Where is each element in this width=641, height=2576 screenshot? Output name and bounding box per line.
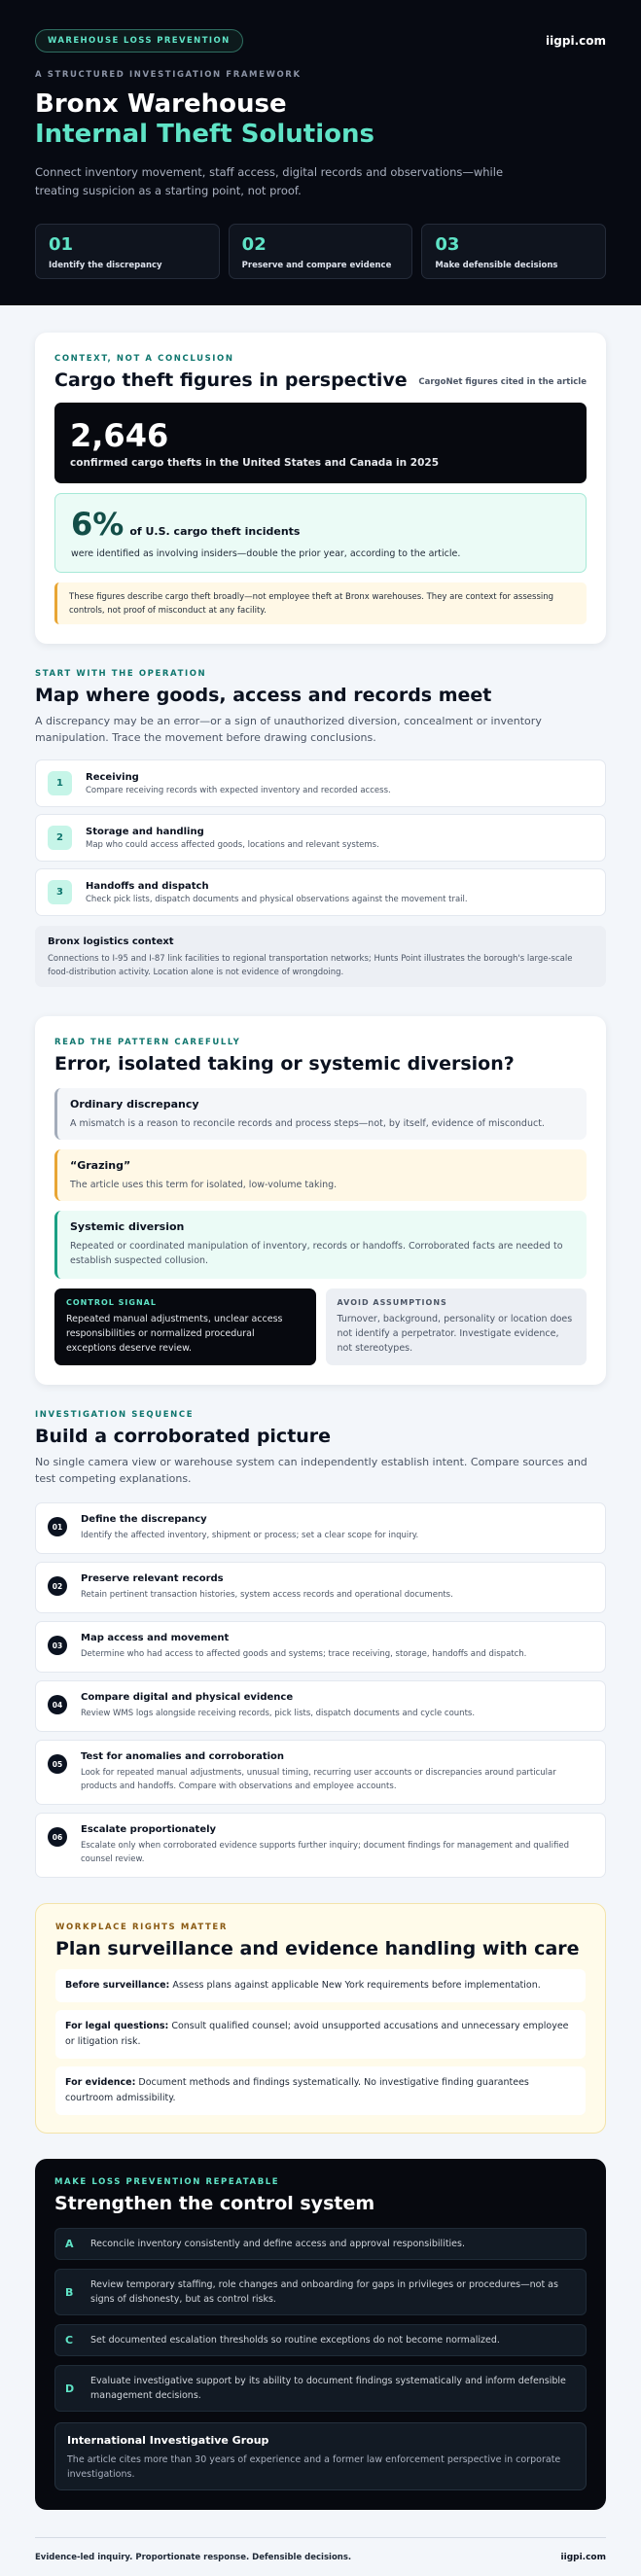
control-signal-callout (54, 1288, 316, 1365)
pattern-description: The article uses this term for isolated, low-volume taking. (70, 1180, 338, 1190)
section-subtitle: A discrepancy may be an error—or a sign of unauthorized diversion, concealment or inventory manipulation. Trace the movement before drawing conclusions. (35, 715, 542, 744)
step-description: Map who could access affected goods, locations and relevant systems. (86, 839, 379, 850)
pattern-description: A mismatch is a reason to reconcile records and process steps—not, by itself, evidence of misconduct. (70, 1118, 545, 1129)
cargo-theft-section (35, 333, 606, 644)
step-description: Retain pertinent transaction histories, system access records and operational documents. (81, 1590, 453, 1600)
step-number: 04 (48, 1695, 67, 1714)
hero-card-number: 03 (435, 234, 460, 255)
logistics-context (35, 926, 606, 987)
hero-card-number: 02 (241, 234, 267, 255)
step-number: 03 (48, 1636, 67, 1655)
step-title: Test for anomalies and corroboration (81, 1751, 285, 1762)
hero-card-label: Preserve and compare evidence (241, 261, 392, 270)
rights-item-text: Document methods and findings systematically. No investigative finding guarantees courtroom admissibility. (65, 2077, 529, 2103)
step-description: Identify the affected inventory, shipment or process; set a clear scope for inquiry. (81, 1531, 419, 1540)
hero-card (35, 224, 220, 279)
section-title: Map where goods, access and records meet (35, 685, 492, 706)
section-subtitle: No single camera view or warehouse system can independently establish intent. Compare sources and test competing explanations. (35, 1456, 588, 1485)
context-description: Connections to I-95 and I-87 link facilities to regional transportation networks; Hunts Point illustrates the borough's large-scale food-distribution activity. Location alone is not evidence of wrongdoing. (48, 954, 573, 977)
avoid-assumptions-callout (326, 1288, 588, 1365)
control-item-text: Evaluate investigative support by its ability to document findings systematically and inform defensible management decisions. (90, 2376, 566, 2401)
sequence-step (35, 1562, 606, 1613)
step-number: 3 (48, 880, 72, 904)
section-title: Build a corroborated picture (35, 1426, 332, 1447)
hero-eyebrow: A STRUCTURED INVESTIGATION FRAMEWORK (35, 70, 302, 80)
control-item (54, 2365, 587, 2412)
step-description: Review WMS logs alongside receiving records, pick lists, dispatch documents and cycle counts. (81, 1709, 476, 1718)
hero-card-label: Make defensible decisions (435, 261, 558, 270)
stat-value: 2,646 (70, 417, 169, 454)
rights-item-text: Assess plans against applicable New York requirements before implementation. (169, 1980, 541, 1991)
control-item-text: Review temporary staffing, role changes and onboarding for gaps in privileges or procedures—not as signs of dishonesty, but as control risks. (90, 2279, 558, 2305)
step-title: Storage and handling (86, 826, 204, 837)
hero-card-number: 01 (49, 234, 74, 255)
section-eyebrow: WORKPLACE RIGHTS MATTER (55, 1923, 228, 1932)
hero-top-bar (35, 29, 606, 53)
step-number: 02 (48, 1576, 67, 1596)
rights-list (55, 1969, 586, 2115)
control-system-section (35, 2159, 606, 2510)
rights-item-label: For evidence: (65, 2077, 136, 2088)
rights-item (55, 2010, 586, 2059)
hero (0, 0, 641, 305)
step-title: Preserve relevant records (81, 1573, 224, 1584)
control-item-text: Reconcile inventory consistently and define access and approval responsibilities. (90, 2239, 465, 2249)
section-eyebrow: START WITH THE OPERATION (35, 669, 207, 679)
step-title: Map access and movement (81, 1633, 230, 1643)
context-title: Bronx logistics context (48, 936, 174, 947)
pattern-title: Systemic diversion (70, 1220, 185, 1233)
control-item-letter: A (65, 2238, 74, 2250)
sequence-step (35, 1621, 606, 1673)
operation-step (35, 868, 606, 916)
callout-description: Repeated manual adjustments, unclear access responsibilities or normalized procedural exceptions deserve review. (66, 1314, 283, 1354)
section-title: Cargo theft figures in perspective (54, 370, 408, 391)
footer-tagline: Evidence-led inquiry. Proportionate response. Defensible decisions. (35, 2552, 352, 2562)
step-description: Check pick lists, dispatch documents and physical observations against the movement trail. (86, 894, 468, 904)
step-description: Look for repeated manual adjustments, unusual timing, recurring user accounts or discrepancies around particular products and handoffs. Compare with observations and employee accounts. (81, 1768, 556, 1791)
rights-item (55, 1969, 586, 2002)
control-item-letter: C (65, 2334, 74, 2347)
hero-cards (35, 224, 606, 279)
pattern-title: “Grazing” (70, 1159, 131, 1172)
stat-caption: were identified as involving insiders—double the prior year, according to the article. (71, 548, 461, 559)
iig-description: The article cites more than 30 years of experience and a former law enforcement perspective in corporate investigations. (67, 2454, 561, 2480)
iig-title: International Investigative Group (67, 2434, 269, 2447)
pattern-systemic-diversion (54, 1211, 587, 1279)
callout-description: Turnover, background, personality or location does not identify a perpetrator. Investigate evidence, not stereotypes. (337, 1314, 573, 1354)
pattern-ordinary-discrepancy (54, 1088, 587, 1140)
operation-step (35, 814, 606, 862)
section-header (54, 354, 587, 391)
operation-section (35, 669, 606, 987)
section-title: Strengthen the control system (54, 2193, 375, 2214)
section-eyebrow: CONTEXT, NOT A CONCLUSION (54, 354, 234, 364)
hero-card (421, 224, 606, 279)
stat-card-thefts (54, 403, 587, 483)
pattern-callouts (54, 1288, 587, 1365)
step-description: Determine who had access to affected goods and systems; trace receiving, storage, handoffs and dispatch. (81, 1649, 527, 1659)
source-note: CargoNet figures cited in the article (418, 377, 587, 387)
step-title: Compare digital and physical evidence (81, 1692, 294, 1703)
stat-value: 6% (71, 506, 125, 543)
step-number: 06 (48, 1827, 67, 1847)
sequence-section (35, 1410, 606, 1878)
section-eyebrow: MAKE LOSS PREVENTION REPEATABLE (54, 2177, 280, 2187)
step-number: 05 (48, 1754, 67, 1774)
control-item (54, 2228, 587, 2260)
rights-item-label: For legal questions: (65, 2021, 169, 2031)
rights-item-label: Before surveillance: (65, 1980, 170, 1991)
control-item (54, 2269, 587, 2315)
step-description: Compare receiving records with expected inventory and recorded access. (86, 785, 391, 795)
footer (35, 2537, 606, 2576)
section-title: Plan surveillance and evidence handling with care (55, 1938, 580, 1959)
sequence-step (35, 1680, 606, 1732)
control-item-letter: B (65, 2285, 74, 2299)
sequence-step (35, 1740, 606, 1805)
footer-brand-link[interactable]: iigpi.com (560, 2552, 606, 2562)
step-title: Handoffs and dispatch (86, 880, 209, 892)
step-number: 1 (48, 771, 72, 795)
rights-item (55, 2066, 586, 2115)
pattern-description: Repeated or coordinated manipulation of inventory, records or handoffs. Corroborated facts are needed to establish suspected collusion. (70, 1241, 563, 1266)
control-item (54, 2324, 587, 2356)
hero-card-label: Identify the discrepancy (49, 261, 162, 270)
step-number: 2 (48, 826, 72, 850)
hero-card (229, 224, 413, 279)
callout-title: CONTROL SIGNAL (66, 1298, 157, 1307)
step-description: Escalate only when corroborated evidence supports further inquiry; document findings for management and qualified counsel review. (81, 1841, 569, 1864)
pattern-title: Ordinary discrepancy (70, 1098, 199, 1111)
iig-callout (54, 2422, 587, 2490)
control-list (54, 2228, 587, 2412)
pattern-grazing (54, 1149, 587, 1201)
stat-card-insiders (54, 493, 587, 573)
hero-title-line2: Internal Theft Solutions (35, 120, 374, 149)
step-title: Define the discrepancy (81, 1514, 207, 1525)
operation-steps (35, 759, 606, 916)
control-item-text: Set documented escalation thresholds so routine exceptions do not become normalized. (90, 2335, 500, 2346)
section-eyebrow: INVESTIGATION SEQUENCE (35, 1410, 195, 1420)
sequence-step (35, 1502, 606, 1554)
control-item-letter: D (65, 2382, 75, 2395)
hero-title-line1: Bronx Warehouse (35, 89, 287, 119)
step-title: Receiving (86, 771, 139, 783)
workplace-rights-section (35, 1903, 606, 2134)
hero-badge: WAREHOUSE LOSS PREVENTION (35, 29, 243, 53)
stat-label: of U.S. cargo theft incidents (129, 525, 301, 538)
sequence-list (35, 1502, 606, 1878)
step-number: 01 (48, 1517, 67, 1536)
section-title: Error, isolated taking or systemic diversion? (54, 1053, 515, 1075)
stat-caption: confirmed cargo thefts in the United States and Canada in 2025 (70, 457, 440, 469)
context-warning: These figures describe cargo theft broadly—not employee theft at Bronx warehouses. They are context for assessing controls, not proof of misconduct at any facility. (54, 582, 587, 624)
callout-title: AVOID ASSUMPTIONS (337, 1298, 447, 1307)
operation-step (35, 759, 606, 807)
brand-link[interactable]: iigpi.com (546, 34, 606, 48)
step-title: Escalate proportionately (81, 1824, 217, 1835)
hero-subtitle: Connect inventory movement, staff access, digital records and observations—while treating suspicion as a starting point, not proof. (35, 165, 504, 197)
pattern-section (35, 1016, 606, 1385)
sequence-step (35, 1813, 606, 1878)
section-eyebrow: READ THE PATTERN CAREFULLY (54, 1038, 241, 1047)
rights-item-text: Consult qualified counsel; avoid unsupported accusations and unnecessary employee or litigation risk. (65, 2021, 569, 2047)
